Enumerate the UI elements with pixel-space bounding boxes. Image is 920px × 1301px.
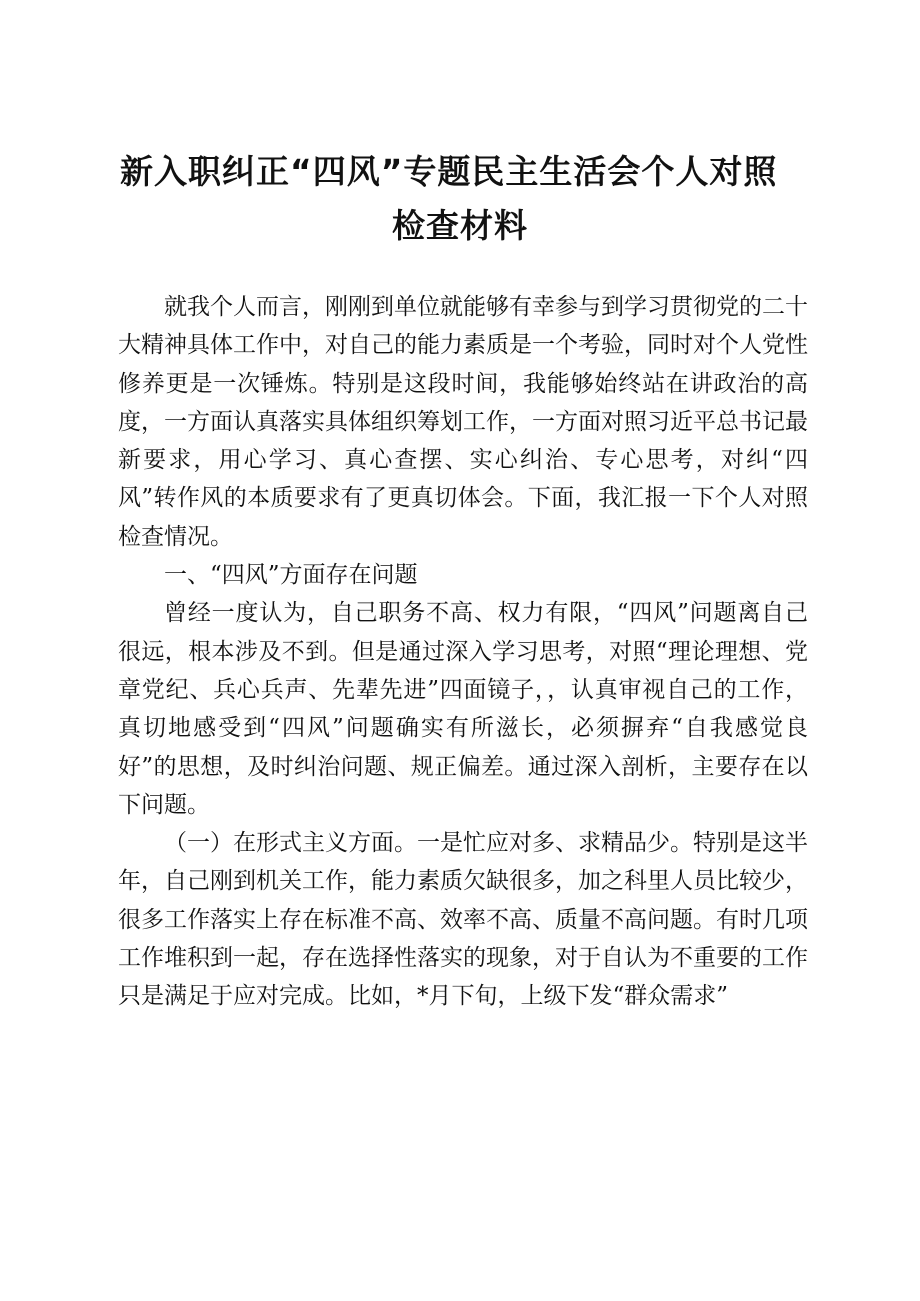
document-title-line-2: 检查材料 <box>392 206 528 245</box>
paragraph-intro: 就我个人而言，刚刚到单位就能够有幸参与到学习贯彻党的二十大精神具体工作中，对自己的能力素质是一个考验，同时对个人党性修养更是一次锤炼。特别是这段时间，我能够始终站在讲政治的高度，一方面认真落实具体组织筹划工作，一方面对照习近平总书记最新要求，用心学习、真心查摆、实心纠治、专心思考，对纠“四风”转作风的本质要求有了更真切体会。下面，我汇报一下个人对照检查情况。 <box>118 294 808 550</box>
document-body <box>118 288 808 1016</box>
document-title-line-1: 新入职纠正“四风”专题民主生活会个人对照 <box>120 152 778 191</box>
paragraph-section-1-overview: 曾经一度认为，自己职务不高、权力有限，“四风”问题离自己很远，根本涉及不到。但是通过深入学习思考，对照“理论理想、党章党纪、兵心兵声、先辈先进”四面镜子，，认真审视自己的工作，真切地感受到“四风”问题确实有所滋长，必须摒弃“自我感觉良好”的思想，及时纠治问题、规正偏差。通过深入剖析，主要存在以下问题。 <box>118 600 808 818</box>
paragraph-formalism: （一）在形式主义方面。一是忙应对多、求精品少。特别是这半年，自己刚到机关工作，能力素质欠缺很多，加之科里人员比较少，很多工作落实上存在标准不高、效率不高、质量不高问题。有时几项工作堆积到一起，存在选择性落实的现象，对于自认为不重要的工作只是满足于应对完成。比如，*月下旬，上级下发“群众需求” <box>118 830 808 1010</box>
section-heading-1: 一、“四风”方面存在问题 <box>164 562 418 589</box>
